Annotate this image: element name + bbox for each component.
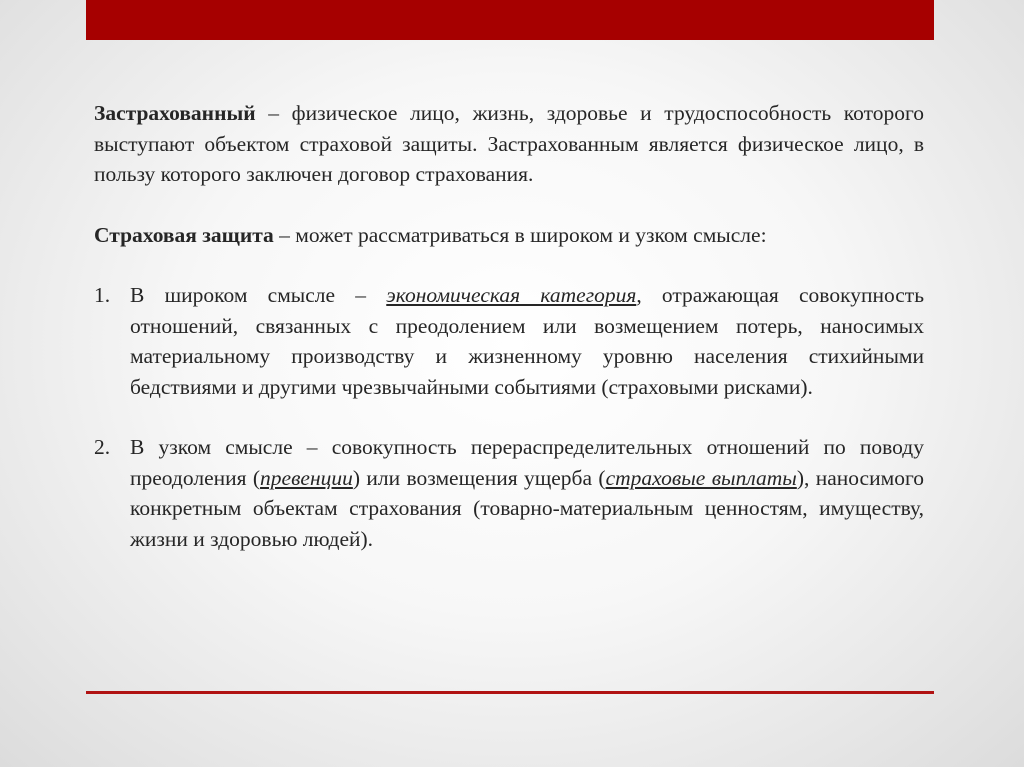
definition-paragraph (94, 98, 924, 190)
list-text-before: В узком смысле – совокупность перераспределительных отношений по поводу преодоления ( (130, 435, 924, 490)
bottom-divider (86, 691, 934, 694)
list-text-after: ), наносимого конкретным объектам страхования (товарно-материальным ценностям, имуществу, жизни и здоровью людей). (130, 465, 924, 551)
economic-category-term: экономическая категория (386, 283, 637, 307)
list-number: 1. (94, 283, 111, 307)
list-item (94, 280, 924, 402)
insurance-payments-term: страховые выплаты (605, 465, 797, 490)
prevention-term: превенции (260, 465, 353, 490)
list-text-middle: ) или возмещения ущерба ( (352, 465, 606, 490)
slide-content (94, 98, 924, 584)
list-text (130, 432, 924, 554)
definition-term: Застрахованный (94, 101, 256, 125)
definition-text: – физическое лицо, жизнь, здоровье и трудоспособность которого выступают объектом страховой защиты. Застрахованным является физическое лицо, в пользу которого заключен договор страхования. (94, 101, 924, 186)
list-text-before: В широком смысле – (130, 283, 387, 307)
list-number: 2. (94, 435, 111, 459)
top-accent-bar (86, 0, 934, 40)
protection-text: – может рассматриваться в широком и узком смысле: (273, 222, 767, 247)
protection-term: Страховая защита (94, 222, 274, 247)
list-text-after: , отражающая совокупность отношений, связанных с преодолением или возмещением потерь, наносимых материальному производству и жизненному уровню населения стихийными бедствиями и другими чрезвычайными событиями (страховыми рисками). (130, 283, 924, 399)
list-text (130, 280, 924, 402)
protection-paragraph (94, 220, 924, 251)
list-item (94, 432, 924, 554)
